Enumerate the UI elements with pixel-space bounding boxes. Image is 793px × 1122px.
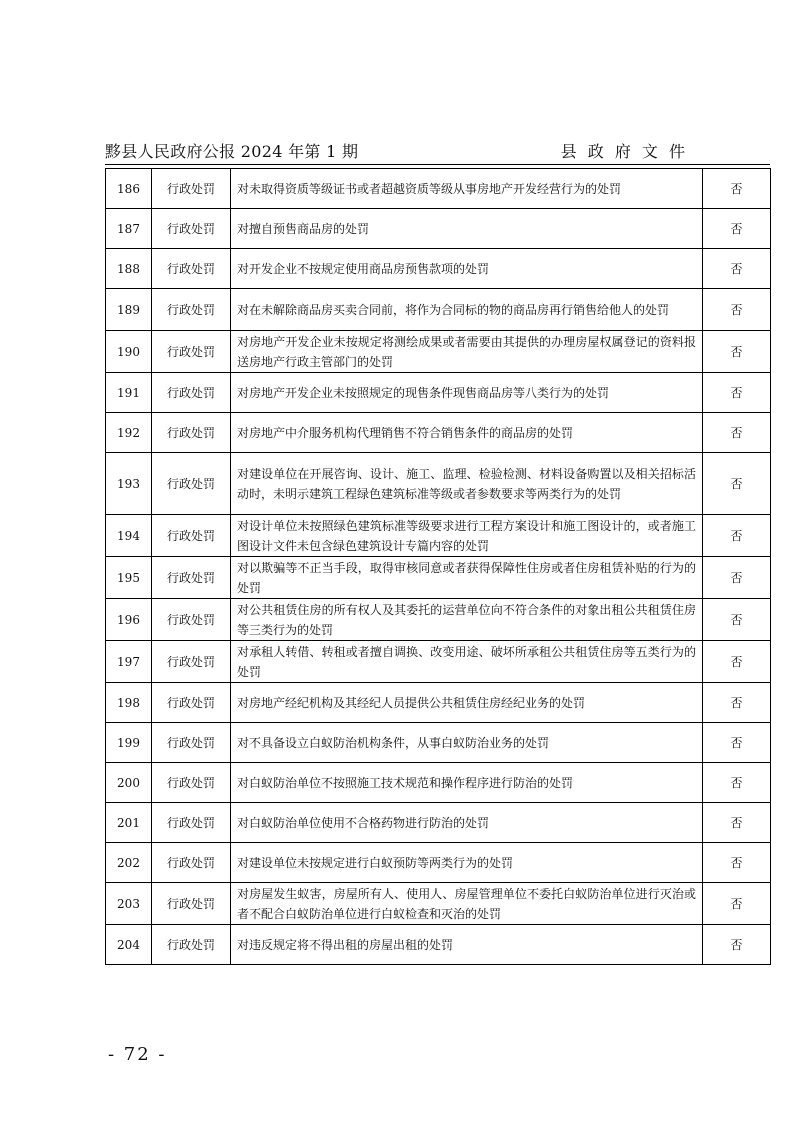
row-item: 对承租人转借、转租或者擅自调换、改变用途、破坏所承租公共租赁住房等五类行为的处罚 — [231, 641, 703, 683]
row-category: 行政处罚 — [152, 453, 231, 515]
row-flag: 否 — [703, 683, 771, 723]
row-category: 行政处罚 — [152, 249, 231, 289]
table-row — [106, 413, 771, 453]
row-category: 行政处罚 — [152, 413, 231, 453]
row-category: 行政处罚 — [152, 763, 231, 803]
row-number: 199 — [106, 723, 152, 763]
table-row — [106, 883, 771, 925]
row-flag: 否 — [703, 925, 771, 965]
table-row — [106, 209, 771, 249]
row-flag: 否 — [703, 641, 771, 683]
row-flag: 否 — [703, 515, 771, 557]
table-row — [106, 331, 771, 373]
row-item: 对不具备设立白蚁防治机构条件，从事白蚁防治业务的处罚 — [231, 723, 703, 763]
row-number: 202 — [106, 843, 152, 883]
row-category: 行政处罚 — [152, 683, 231, 723]
row-number: 196 — [106, 599, 152, 641]
row-number: 198 — [106, 683, 152, 723]
row-item: 对擅自预售商品房的处罚 — [231, 209, 703, 249]
table-row — [106, 599, 771, 641]
row-flag: 否 — [703, 883, 771, 925]
row-item: 对在未解除商品房买卖合同前，将作为合同标的物的商品房再行销售给他人的处罚 — [231, 289, 703, 331]
row-category: 行政处罚 — [152, 331, 231, 373]
row-item: 对白蚁防治单位使用不合格药物进行防治的处罚 — [231, 803, 703, 843]
row-item: 对未取得资质等级证书或者超越资质等级从事房地产开发经营行为的处罚 — [231, 169, 703, 209]
row-category: 行政处罚 — [152, 289, 231, 331]
row-category: 行政处罚 — [152, 515, 231, 557]
row-item: 对房地产开发企业未按规定将测绘成果或者需要由其提供的办理房屋权属登记的资料报送房地产行政主管部门的处罚 — [231, 331, 703, 373]
table-row — [106, 373, 771, 413]
row-item: 对房屋发生蚁害，房屋所有人、使用人、房屋管理单位不委托白蚁防治单位进行灭治或者不配合白蚁防治单位进行白蚁检查和灭治的处罚 — [231, 883, 703, 925]
header-rule — [105, 164, 770, 165]
row-number: 193 — [106, 453, 152, 515]
row-item: 对房地产中介服务机构代理销售不符合销售条件的商品房的处罚 — [231, 413, 703, 453]
table-row — [106, 169, 771, 209]
row-number: 203 — [106, 883, 152, 925]
row-number: 204 — [106, 925, 152, 965]
table-row — [106, 763, 771, 803]
row-number: 192 — [106, 413, 152, 453]
row-flag: 否 — [703, 249, 771, 289]
table-row — [106, 803, 771, 843]
row-number: 200 — [106, 763, 152, 803]
table-body — [106, 169, 771, 965]
row-category: 行政处罚 — [152, 169, 231, 209]
row-flag: 否 — [703, 373, 771, 413]
row-category: 行政处罚 — [152, 925, 231, 965]
table-row — [106, 515, 771, 557]
page-number: - 72 - — [108, 1044, 167, 1065]
row-category: 行政处罚 — [152, 373, 231, 413]
row-item: 对白蚁防治单位不按照施工技术规范和操作程序进行防治的处罚 — [231, 763, 703, 803]
row-item: 对房地产经纪机构及其经纪人员提供公共租赁住房经纪业务的处罚 — [231, 683, 703, 723]
row-item: 对公共租赁住房的所有权人及其委托的运营单位向不符合条件的对象出租公共租赁住房等三类行为的处罚 — [231, 599, 703, 641]
row-number: 201 — [106, 803, 152, 843]
row-category: 行政处罚 — [152, 883, 231, 925]
row-number: 190 — [106, 331, 152, 373]
row-flag: 否 — [703, 289, 771, 331]
table-row — [106, 641, 771, 683]
row-item: 对设计单位未按照绿色建筑标准等级要求进行工程方案设计和施工图设计的，或者施工图设计文件未包含绿色建筑设计专篇内容的处罚 — [231, 515, 703, 557]
row-number: 194 — [106, 515, 152, 557]
row-number: 186 — [106, 169, 152, 209]
table-row — [106, 723, 771, 763]
section-title: 县 政 府 文 件 — [560, 142, 688, 161]
row-flag: 否 — [703, 763, 771, 803]
row-number: 187 — [106, 209, 152, 249]
table-row — [106, 683, 771, 723]
row-number: 197 — [106, 641, 152, 683]
row-flag: 否 — [703, 723, 771, 763]
row-category: 行政处罚 — [152, 599, 231, 641]
row-item: 对建设单位在开展咨询、设计、施工、监理、检验检测、材料设备购置以及相关招标活动时，未明示建筑工程绿色建筑标准等级或者参数要求等两类行为的处罚 — [231, 453, 703, 515]
table-row — [106, 453, 771, 515]
row-number: 191 — [106, 373, 152, 413]
row-item: 对建设单位未按规定进行白蚁预防等两类行为的处罚 — [231, 843, 703, 883]
row-category: 行政处罚 — [152, 557, 231, 599]
row-flag: 否 — [703, 843, 771, 883]
row-item: 对开发企业不按规定使用商品房预售款项的处罚 — [231, 249, 703, 289]
table-row — [106, 843, 771, 883]
table-row — [106, 925, 771, 965]
row-category: 行政处罚 — [152, 641, 231, 683]
row-category: 行政处罚 — [152, 803, 231, 843]
row-item: 对房地产开发企业未按照规定的现售条件现售商品房等八类行为的处罚 — [231, 373, 703, 413]
row-flag: 否 — [703, 209, 771, 249]
table-row — [106, 249, 771, 289]
publication-title: 黟县人民政府公报 2024 年第 1 期 — [105, 142, 359, 161]
penalty-table — [105, 168, 771, 965]
row-flag: 否 — [703, 331, 771, 373]
row-flag: 否 — [703, 413, 771, 453]
row-flag: 否 — [703, 557, 771, 599]
page-header — [105, 141, 688, 163]
row-category: 行政处罚 — [152, 209, 231, 249]
row-category: 行政处罚 — [152, 723, 231, 763]
row-number: 189 — [106, 289, 152, 331]
table-row — [106, 289, 771, 331]
row-flag: 否 — [703, 453, 771, 515]
row-item: 对以欺骗等不正当手段，取得审核同意或者获得保障性住房或者住房租赁补贴的行为的处罚 — [231, 557, 703, 599]
row-flag: 否 — [703, 169, 771, 209]
row-number: 188 — [106, 249, 152, 289]
row-item: 对违反规定将不得出租的房屋出租的处罚 — [231, 925, 703, 965]
table-row — [106, 557, 771, 599]
row-flag: 否 — [703, 599, 771, 641]
row-category: 行政处罚 — [152, 843, 231, 883]
row-number: 195 — [106, 557, 152, 599]
row-flag: 否 — [703, 803, 771, 843]
